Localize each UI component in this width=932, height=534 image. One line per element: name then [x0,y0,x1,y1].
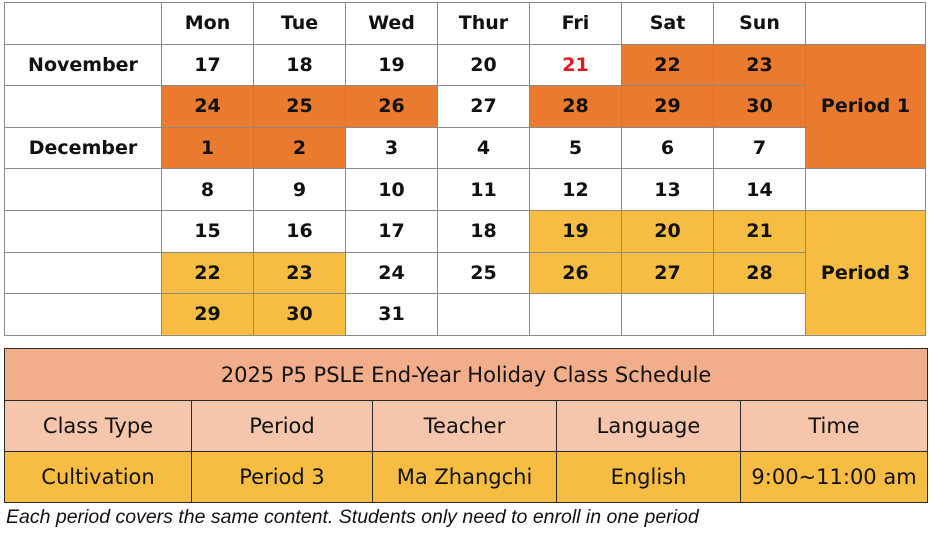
column-header: Language [557,401,741,452]
date-cell: 27 [438,86,530,128]
date-cell: 17 [162,44,254,86]
period-value: Period 3 [192,452,373,503]
date-cell: 25 [254,86,346,128]
date-cell: 16 [254,210,346,252]
date-cell: 6 [622,127,714,169]
day-header: Sat [622,3,714,45]
date-cell: 18 [254,44,346,86]
date-cell: 23 [714,44,806,86]
day-header: Sun [714,3,806,45]
date-cell: 24 [162,86,254,128]
date-cell: 23 [254,252,346,294]
date-cell: 4 [438,127,530,169]
calendar-week-row [5,86,926,128]
enrollment-note: Each period covers the same content. Students only need to enroll in one period [6,506,699,528]
month-label-empty [5,294,162,336]
date-cell-empty [714,294,806,336]
date-cell: 1 [162,127,254,169]
date-cell: 22 [622,44,714,86]
column-header: Time [741,401,928,452]
month-label-empty [5,210,162,252]
corner-cell [5,3,162,45]
date-cell: 30 [714,86,806,128]
day-header: Wed [346,3,438,45]
date-cell: 28 [530,86,622,128]
period-1-label: Period 1 [806,44,926,169]
period-empty-cell [806,169,926,211]
date-cell: 19 [530,210,622,252]
date-cell: 21 [714,210,806,252]
date-cell: 26 [530,252,622,294]
column-header: Teacher [373,401,557,452]
date-cell: 27 [622,252,714,294]
date-cell: 13 [622,169,714,211]
day-header: Fri [530,3,622,45]
date-cell: 24 [346,252,438,294]
schedule-title-row [5,349,928,401]
date-cell: 3 [346,127,438,169]
date-cell: 18 [438,210,530,252]
date-cell: 31 [346,294,438,336]
month-label-empty [5,86,162,128]
time-value: 9:00~11:00 am [741,452,928,503]
date-cell: 20 [438,44,530,86]
period-header-cell [806,3,926,45]
column-header: Period [192,401,373,452]
date-cell: 17 [346,210,438,252]
month-label-empty [5,252,162,294]
date-cell: 30 [254,294,346,336]
schedule-data-row [5,452,928,503]
calendar-week-row [5,169,926,211]
date-cell: 22 [162,252,254,294]
date-cell: 10 [346,169,438,211]
schedule-title: 2025 P5 PSLE End-Year Holiday Class Schedule [5,349,928,401]
date-cell: 12 [530,169,622,211]
language-value: English [557,452,741,503]
calendar-week-row [5,294,926,336]
date-cell: 15 [162,210,254,252]
date-cell-empty [622,294,714,336]
date-cell: 29 [622,86,714,128]
date-cell: 11 [438,169,530,211]
month-label-empty [5,169,162,211]
calendar-week-row [5,44,926,86]
date-cell: 5 [530,127,622,169]
date-cell: 7 [714,127,806,169]
day-header: Tue [254,3,346,45]
date-cell: 19 [346,44,438,86]
class-type-value: Cultivation [5,452,192,503]
calendar-week-row [5,210,926,252]
date-cell: 26 [346,86,438,128]
date-cell: 28 [714,252,806,294]
schedule-table [4,348,928,503]
calendar-table [4,2,926,336]
date-cell-holiday: 21 [530,44,622,86]
month-label: November [5,44,162,86]
column-header: Class Type [5,401,192,452]
date-cell: 25 [438,252,530,294]
calendar-header-row [5,3,926,45]
calendar-week-row [5,127,926,169]
day-header: Thur [438,3,530,45]
date-cell-empty [530,294,622,336]
date-cell: 9 [254,169,346,211]
date-cell: 8 [162,169,254,211]
date-cell: 29 [162,294,254,336]
day-header: Mon [162,3,254,45]
date-cell: 2 [254,127,346,169]
calendar-week-row [5,252,926,294]
month-label: December [5,127,162,169]
date-cell: 14 [714,169,806,211]
period-3-label: Period 3 [806,210,926,335]
date-cell: 20 [622,210,714,252]
schedule-header-row [5,401,928,452]
date-cell-empty [438,294,530,336]
teacher-value: Ma Zhangchi [373,452,557,503]
